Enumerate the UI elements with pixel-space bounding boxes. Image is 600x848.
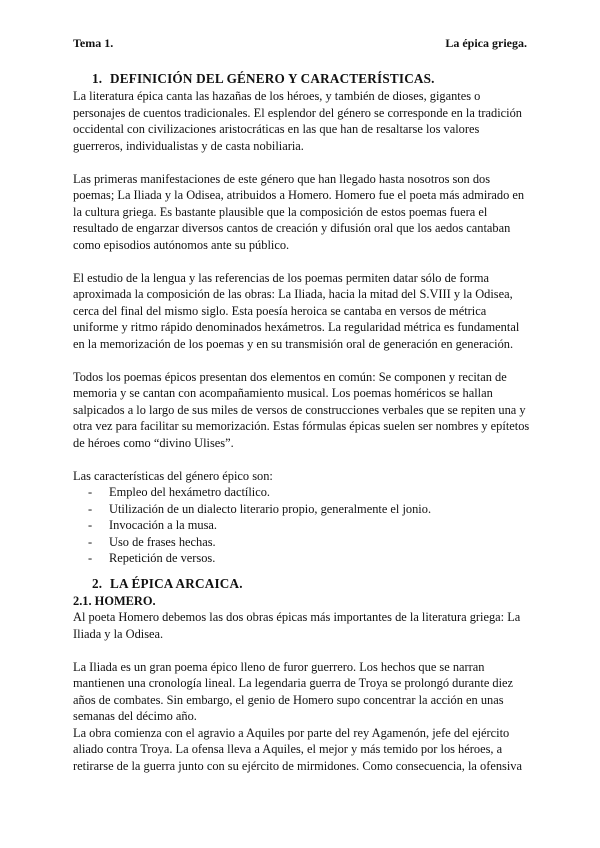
list-bullet: - — [88, 534, 93, 549]
list-item-text: Empleo del hexámetro dactílico. — [109, 485, 271, 499]
header-left: Tema 1. — [73, 36, 114, 50]
paragraph: La Iliada es un gran poema épico lleno de furor guerrero. Los hechos que se narran mantienen una cronología lineal. La legendaria guerra de Troya se prolongó durante diez años de combates. Sin embargo, el genio de Homero supo concentrar la acción en unas semanas del décimo año. — [73, 659, 514, 723]
section-2-title: LA ÉPICA ARCAICA. — [110, 575, 243, 591]
list-item-text: Invocación a la musa. — [109, 518, 218, 532]
paragraph: Todos los poemas épicos presentan dos elementos en común: Se componen y recitan de memoria y se cantan con acompañamiento musical. Los poemas homéricos se hallan salpicados a lo largo de sus miles de versos de construcciones verbales que se repiten una y otra vez para facilitar su memorización. Estas fórmulas épicas suelen ser nombres y epítetos de héroes como “divino Ulises”. — [73, 369, 530, 450]
list-item-text: Uso de frases hechas. — [109, 534, 216, 549]
header-right: La épica griega. — [445, 36, 527, 50]
list-item-text: Repetición de versos. — [109, 551, 216, 565]
list-item — [73, 484, 531, 501]
list-bullet: - — [88, 518, 93, 532]
list-intro: Las características del género épico son: — [73, 468, 273, 483]
paragraph: La literatura épica canta las hazañas de los héroes, y también de dioses, gigantes o personajes de cuentos tradicionales. El esplendor del género se corresponde en la tradición occidental con civilizaciones aristocráticas en las que han de resaltarse los valores guerreros, individualistas y de casta nobiliaria. — [73, 89, 522, 153]
document-body — [73, 70, 531, 774]
paragraph: Al poeta Homero debemos las dos obras épicas más importantes de la literatura griega: La Iliada y la Odisea. — [73, 610, 521, 641]
section-1-title: DEFINICIÓN DEL GÉNERO Y CARACTERÍSTICAS. — [110, 71, 435, 86]
paragraph: La obra comienza con el agravio a Aquiles por parte del rey Agamenón, jefe del ejército aliado contra Troya. La ofensa lleva a Aquiles, el mejor y más temido por los héroes, a retirarse de la guerra junto con su ejército de mirmidones. Como consecuencia, la ofensiva — [73, 725, 522, 773]
list-item — [73, 501, 531, 518]
paragraph: Las primeras manifestaciones de este género que han llegado hasta nosotros son dos poemas; La Iliada y la Odisea, atribuidos a Homero. Homero fue el poeta más admirado en la cultura griega. Es bastante plausible que la composición de estos poemas fuera el resultado de engarzar diversos cantos de creación y difusión oral que los aedos cantaban como episodios autónomos ante su público. — [73, 171, 525, 252]
list-item — [73, 534, 531, 551]
list-bullet: - — [88, 501, 93, 516]
section-1-number: 1. — [92, 71, 103, 86]
section-2-number: 2. — [92, 575, 103, 591]
list-bullet: - — [88, 485, 93, 499]
list-item-text: Utilización de un dialecto literario propio, generalmente el jonio. — [109, 501, 432, 516]
list-item — [73, 550, 531, 567]
list-item — [73, 517, 531, 534]
section-1-heading — [92, 70, 531, 88]
list-bullet: - — [88, 551, 93, 565]
characteristics-list — [73, 484, 531, 567]
subsection-heading: 2.1. HOMERO. — [73, 593, 156, 608]
page-header — [73, 36, 527, 51]
section-2-heading — [92, 575, 531, 593]
paragraph: El estudio de la lengua y las referencias de los poemas permiten datar sólo de forma aproximada la composición de las obras: La Iliada, hacia la mitad del S.VIII y la Odisea, cerca del final del mismo siglo. Esta poesía heroica se cantaba en versos de métrica uniforme y ritmo rápido denominados hexámetros. La regularidad métrica es fundamental en la memorización de los poemas y en su transmisión oral de generación en generación. — [73, 270, 520, 351]
